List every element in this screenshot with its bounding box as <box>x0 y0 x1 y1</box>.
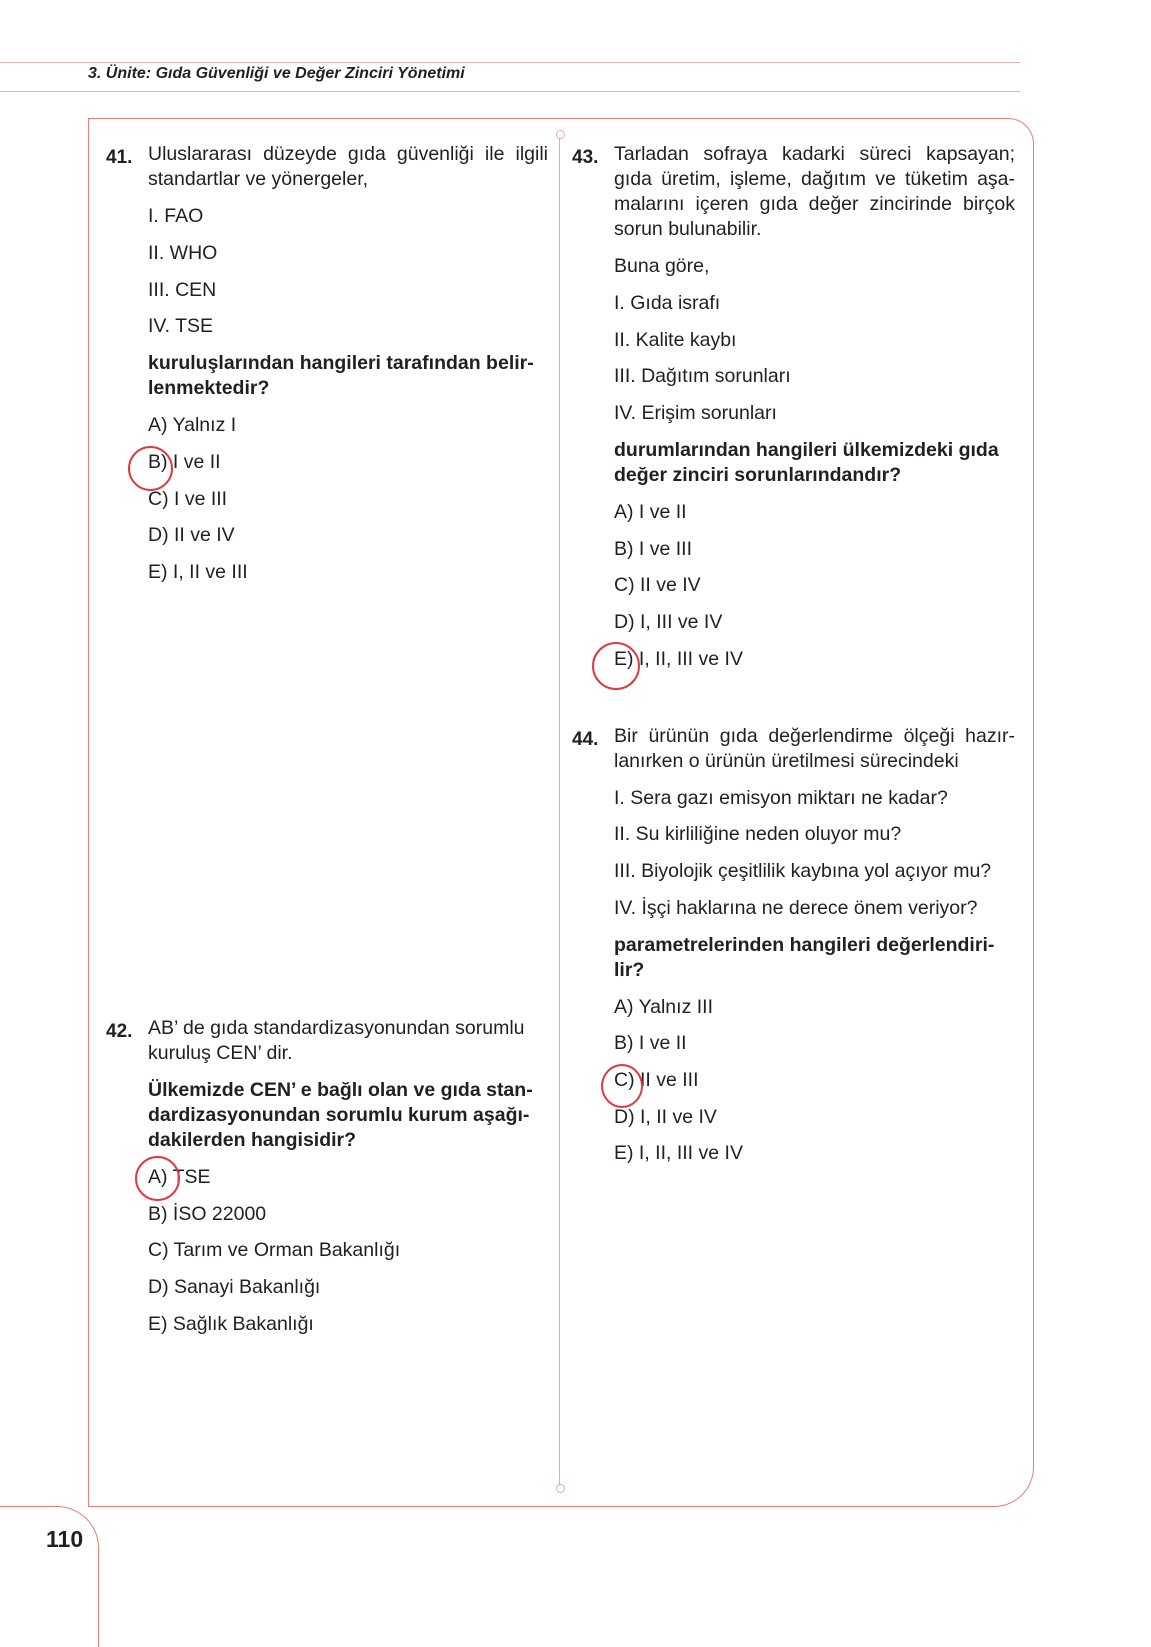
option-a: A) Yalnız III <box>614 996 713 1018</box>
roman-item: I. FAO <box>148 205 204 227</box>
option-c: C) II ve III <box>614 1069 699 1091</box>
option-b: B) I ve III <box>614 538 693 560</box>
answer-mark-circle <box>128 446 173 491</box>
option-d: D) I, II ve IV <box>614 1106 717 1128</box>
question-number: 41. <box>106 147 133 168</box>
option-c: C) II ve IV <box>614 574 701 596</box>
option-e: E) Sağlık Bakanlığı <box>148 1313 314 1335</box>
page-header-title: 3. Ünite: Gıda Güvenliği ve Değer Zinciri Yönetimi <box>88 65 465 82</box>
question-stem: standartlar ve yönergeler, <box>148 168 369 190</box>
option-e: E) I, II, III ve IV <box>614 1142 743 1164</box>
header-rule-top <box>0 62 1020 63</box>
roman-item: III. CEN <box>148 279 217 301</box>
answer-mark-circle <box>592 642 640 690</box>
question-number: 44. <box>572 729 599 750</box>
question-prompt: dardizasyonundan sorumlu kurum aşağı- <box>148 1104 530 1126</box>
roman-item: III. Biyolojik çeşitlilik kaybına yol açıyor mu? <box>614 860 992 882</box>
question-stem: kuruluş CEN’ dir. <box>148 1042 293 1064</box>
divider-dot-bottom <box>556 1484 565 1493</box>
option-d: D) I, III ve IV <box>614 611 723 633</box>
question-prompt: dakilerden hangisidir? <box>148 1129 357 1151</box>
question-prompt: değer zinciri sorunlarındandır? <box>614 464 902 486</box>
option-a: A) I ve II <box>614 501 687 523</box>
question-stem: gıda üretim, işleme, dağıtım ve tüketim aşa- <box>614 168 1015 190</box>
header-rule-bottom <box>0 91 1020 92</box>
question-number: 43. <box>572 147 599 168</box>
column-divider <box>559 134 560 1488</box>
page-number: 110 <box>46 1526 84 1552</box>
question-stem: Uluslararası düzeyde gıda güvenliği ile ilgili <box>148 143 548 165</box>
option-d: D) Sanayi Bakanlığı <box>148 1276 321 1298</box>
question-stem: sorun bulunabilir. <box>614 218 762 240</box>
question-prompt: lenmektedir? <box>148 377 270 399</box>
question-prompt: durumlarından hangileri ülkemizdeki gıda <box>614 439 999 461</box>
roman-item: IV. TSE <box>148 315 214 337</box>
option-b: B) I ve II <box>614 1032 687 1054</box>
question-stem: lanırken o ürünün üretilmesi sürecindeki <box>614 750 959 772</box>
answer-mark-circle <box>135 1156 180 1201</box>
question-lead: Buna göre, <box>614 255 710 277</box>
question-stem: Bir ürünün gıda değerlendirme ölçeği hazır- <box>614 725 1015 747</box>
question-stem: malarını içeren gıda değer zincirinde birçok <box>614 193 1015 215</box>
question-stem: AB’ de gıda standardizasyonundan sorumlu <box>148 1017 525 1039</box>
option-c: C) Tarım ve Orman Bakanlığı <box>148 1239 401 1261</box>
question-number: 42. <box>106 1021 133 1042</box>
question-stem: Tarladan sofraya kadarki süreci kapsayan; <box>614 143 1015 165</box>
option-e: E) I, II, III ve IV <box>614 648 743 670</box>
roman-item: I. Gıda israfı <box>614 292 721 314</box>
option-b: B) I ve II <box>148 451 221 473</box>
question-prompt: parametrelerinden hangileri değerlendiri- <box>614 934 995 956</box>
roman-item: II. WHO <box>148 242 218 264</box>
option-e: E) I, II ve III <box>148 561 248 583</box>
question-prompt: lir? <box>614 959 645 981</box>
option-b: B) İSO 22000 <box>148 1203 267 1225</box>
roman-item: II. Kalite kaybı <box>614 329 737 351</box>
option-c: C) I ve III <box>148 488 228 510</box>
roman-item: I. Sera gazı emisyon miktarı ne kadar? <box>614 787 948 809</box>
option-d: D) II ve IV <box>148 524 235 546</box>
question-prompt: Ülkemizde CEN’ e bağlı olan ve gıda stan- <box>148 1079 533 1101</box>
option-a: A) TSE <box>148 1166 211 1188</box>
roman-item: IV. Erişim sorunları <box>614 402 777 424</box>
roman-item: II. Su kirliliğine neden oluyor mu? <box>614 823 902 845</box>
answer-mark-circle <box>601 1064 643 1108</box>
divider-dot-top <box>556 130 565 139</box>
roman-item: IV. İşçi haklarına ne derece önem veriyor? <box>614 897 978 919</box>
option-a: A) Yalnız I <box>148 414 237 436</box>
roman-item: III. Dağıtım sorunları <box>614 365 791 387</box>
question-prompt: kuruluşlarından hangileri tarafından belir- <box>148 352 534 374</box>
